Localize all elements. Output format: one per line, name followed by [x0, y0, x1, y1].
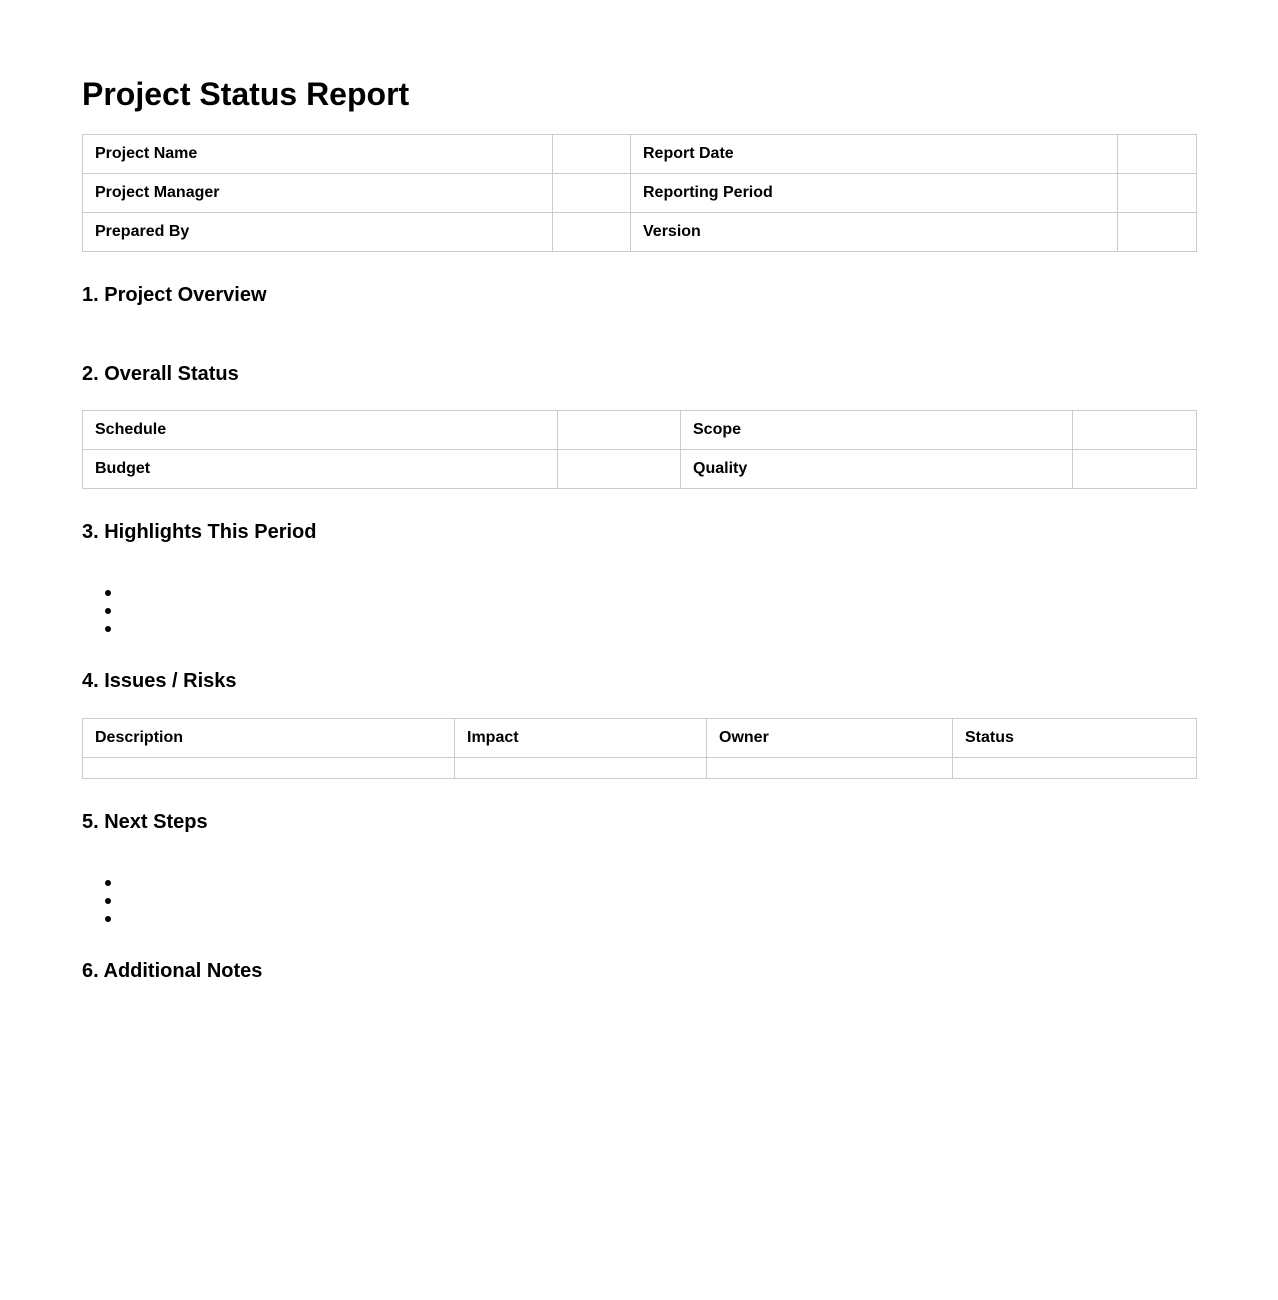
budget-value[interactable] [558, 450, 681, 489]
project-name-label: Project Name [83, 135, 553, 174]
version-label: Version [631, 213, 1118, 252]
reporting-period-value[interactable] [1118, 174, 1197, 213]
section-heading-next-steps: 5. Next Steps [82, 811, 208, 833]
table-row [83, 213, 1197, 252]
scope-value[interactable] [1073, 411, 1197, 450]
issues-risks-table [82, 718, 1197, 779]
table-row [83, 450, 1197, 489]
scope-label: Scope [681, 411, 1073, 450]
table-row [83, 174, 1197, 213]
table-cell[interactable] [455, 758, 707, 779]
section-heading-highlights: 3. Highlights This Period [82, 521, 317, 543]
table-row [83, 411, 1197, 450]
table-row [83, 758, 1197, 779]
overall-status-table [82, 410, 1197, 489]
quality-label: Quality [681, 450, 1073, 489]
table-row [83, 135, 1197, 174]
column-header-owner: Owner [707, 719, 953, 758]
section-heading-overall-status: 2. Overall Status [82, 363, 239, 385]
project-name-value[interactable] [553, 135, 631, 174]
project-manager-value[interactable] [553, 174, 631, 213]
project-info-table [82, 134, 1197, 252]
prepared-by-value[interactable] [553, 213, 631, 252]
project-manager-label: Project Manager [83, 174, 553, 213]
version-value[interactable] [1118, 213, 1197, 252]
column-header-description: Description [83, 719, 455, 758]
column-header-impact: Impact [455, 719, 707, 758]
reporting-period-label: Reporting Period [631, 174, 1118, 213]
section-heading-notes: 6. Additional Notes [82, 960, 263, 982]
table-cell[interactable] [953, 758, 1197, 779]
report-date-value[interactable] [1118, 135, 1197, 174]
section-heading-overview: 1. Project Overview [82, 284, 267, 306]
budget-label: Budget [83, 450, 558, 489]
table-cell[interactable] [83, 758, 455, 779]
schedule-value[interactable] [558, 411, 681, 450]
report-date-label: Report Date [631, 135, 1118, 174]
table-cell[interactable] [707, 758, 953, 779]
section-heading-issues: 4. Issues / Risks [82, 670, 237, 692]
column-header-status: Status [953, 719, 1197, 758]
schedule-label: Schedule [83, 411, 558, 450]
prepared-by-label: Prepared By [83, 213, 553, 252]
page-title: Project Status Report [82, 76, 410, 112]
table-header-row [83, 719, 1197, 758]
quality-value[interactable] [1073, 450, 1197, 489]
